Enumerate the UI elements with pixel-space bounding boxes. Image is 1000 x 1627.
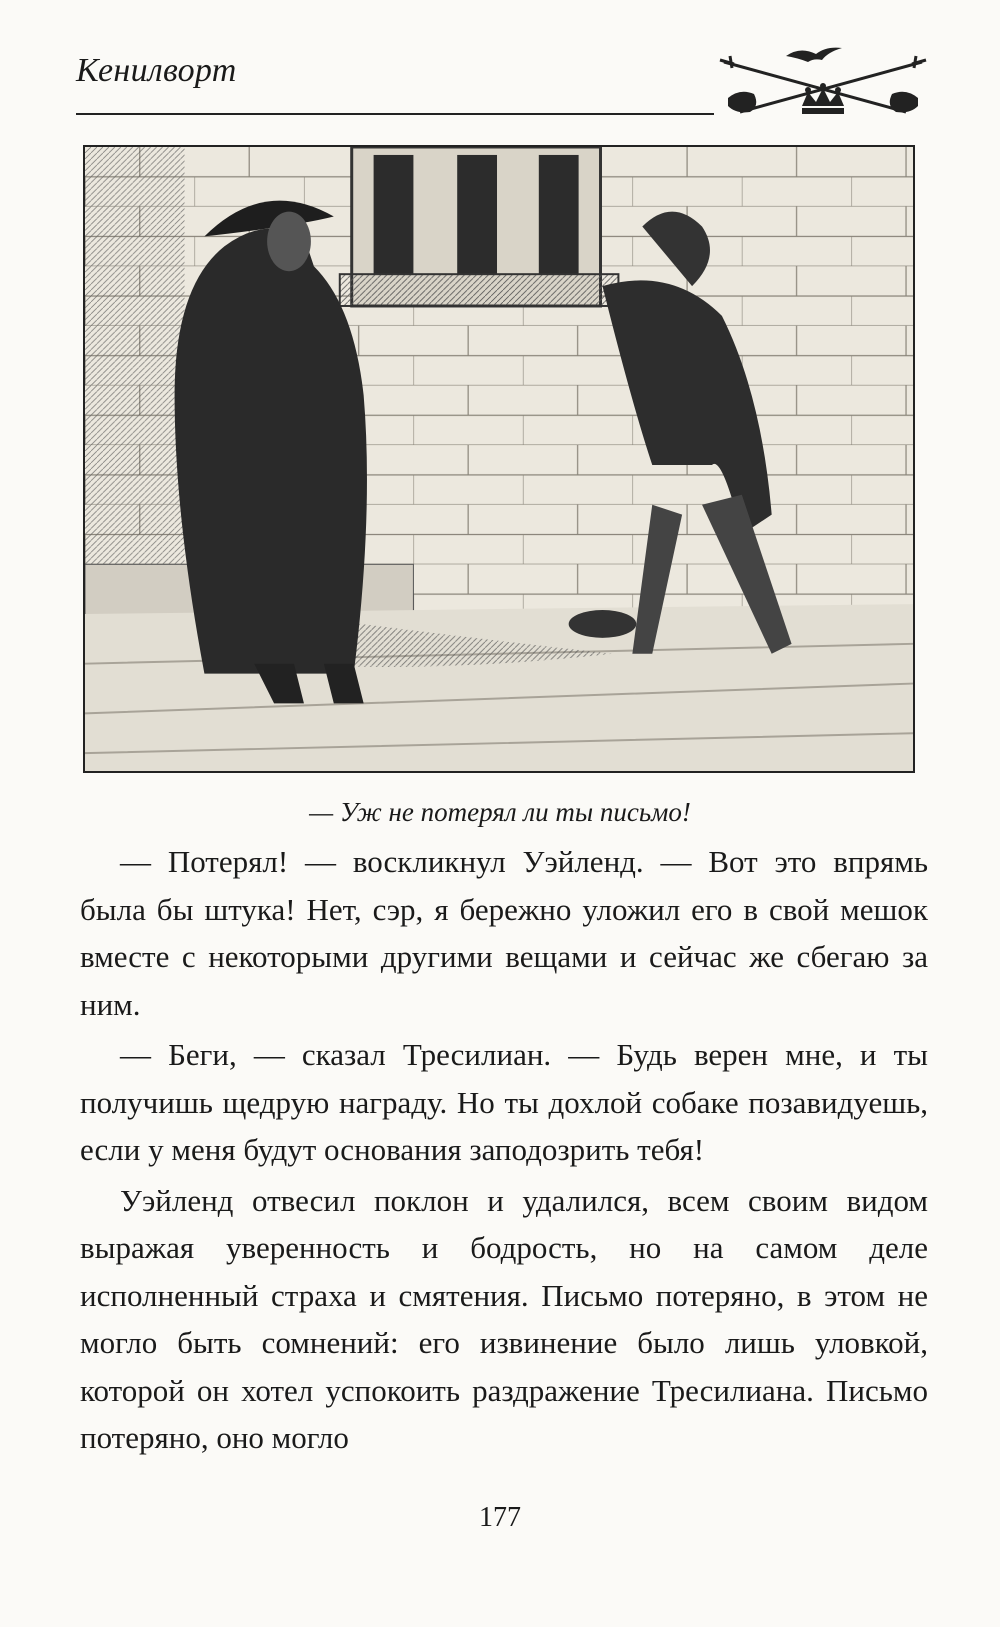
engraving-illustration xyxy=(83,145,915,773)
crossed-swords-crown-icon xyxy=(716,42,930,132)
illustration-caption: — Уж не потерял ли ты письмо! xyxy=(309,797,691,827)
page-number: 177 xyxy=(479,1502,521,1533)
body-text xyxy=(80,838,928,1465)
header-rule xyxy=(76,113,714,115)
paragraph: Уэйленд отвесил поклон и удалился, всем своим видом выражая уверенность и бодрость, но на самом деле исполненный страха и смятения. Письмо потеряно, в этом не могло быть сомнений: его извинение было лишь уловкой, которой он хотел успокоить раздражение Тресилиана. Письмо потеряно, оно могло xyxy=(80,1182,928,1455)
paragraph: — Потерял! — воскликнул Уэйленд. — Вот это впрямь была бы штука! Нет, сэр, я бережно уложил его в свой мешок вместе с некоторыми другими вещами и сейчас же сбегаю за ним. xyxy=(80,844,928,1022)
paragraph: — Беги, — сказал Тресилиан. — Будь верен мне, и ты получишь щедрую награду. Но ты дохлой собаке позавидуешь, если у меня будут основания заподозрить тебя! xyxy=(80,1037,928,1167)
running-header-title: Кенилворт xyxy=(76,52,237,89)
